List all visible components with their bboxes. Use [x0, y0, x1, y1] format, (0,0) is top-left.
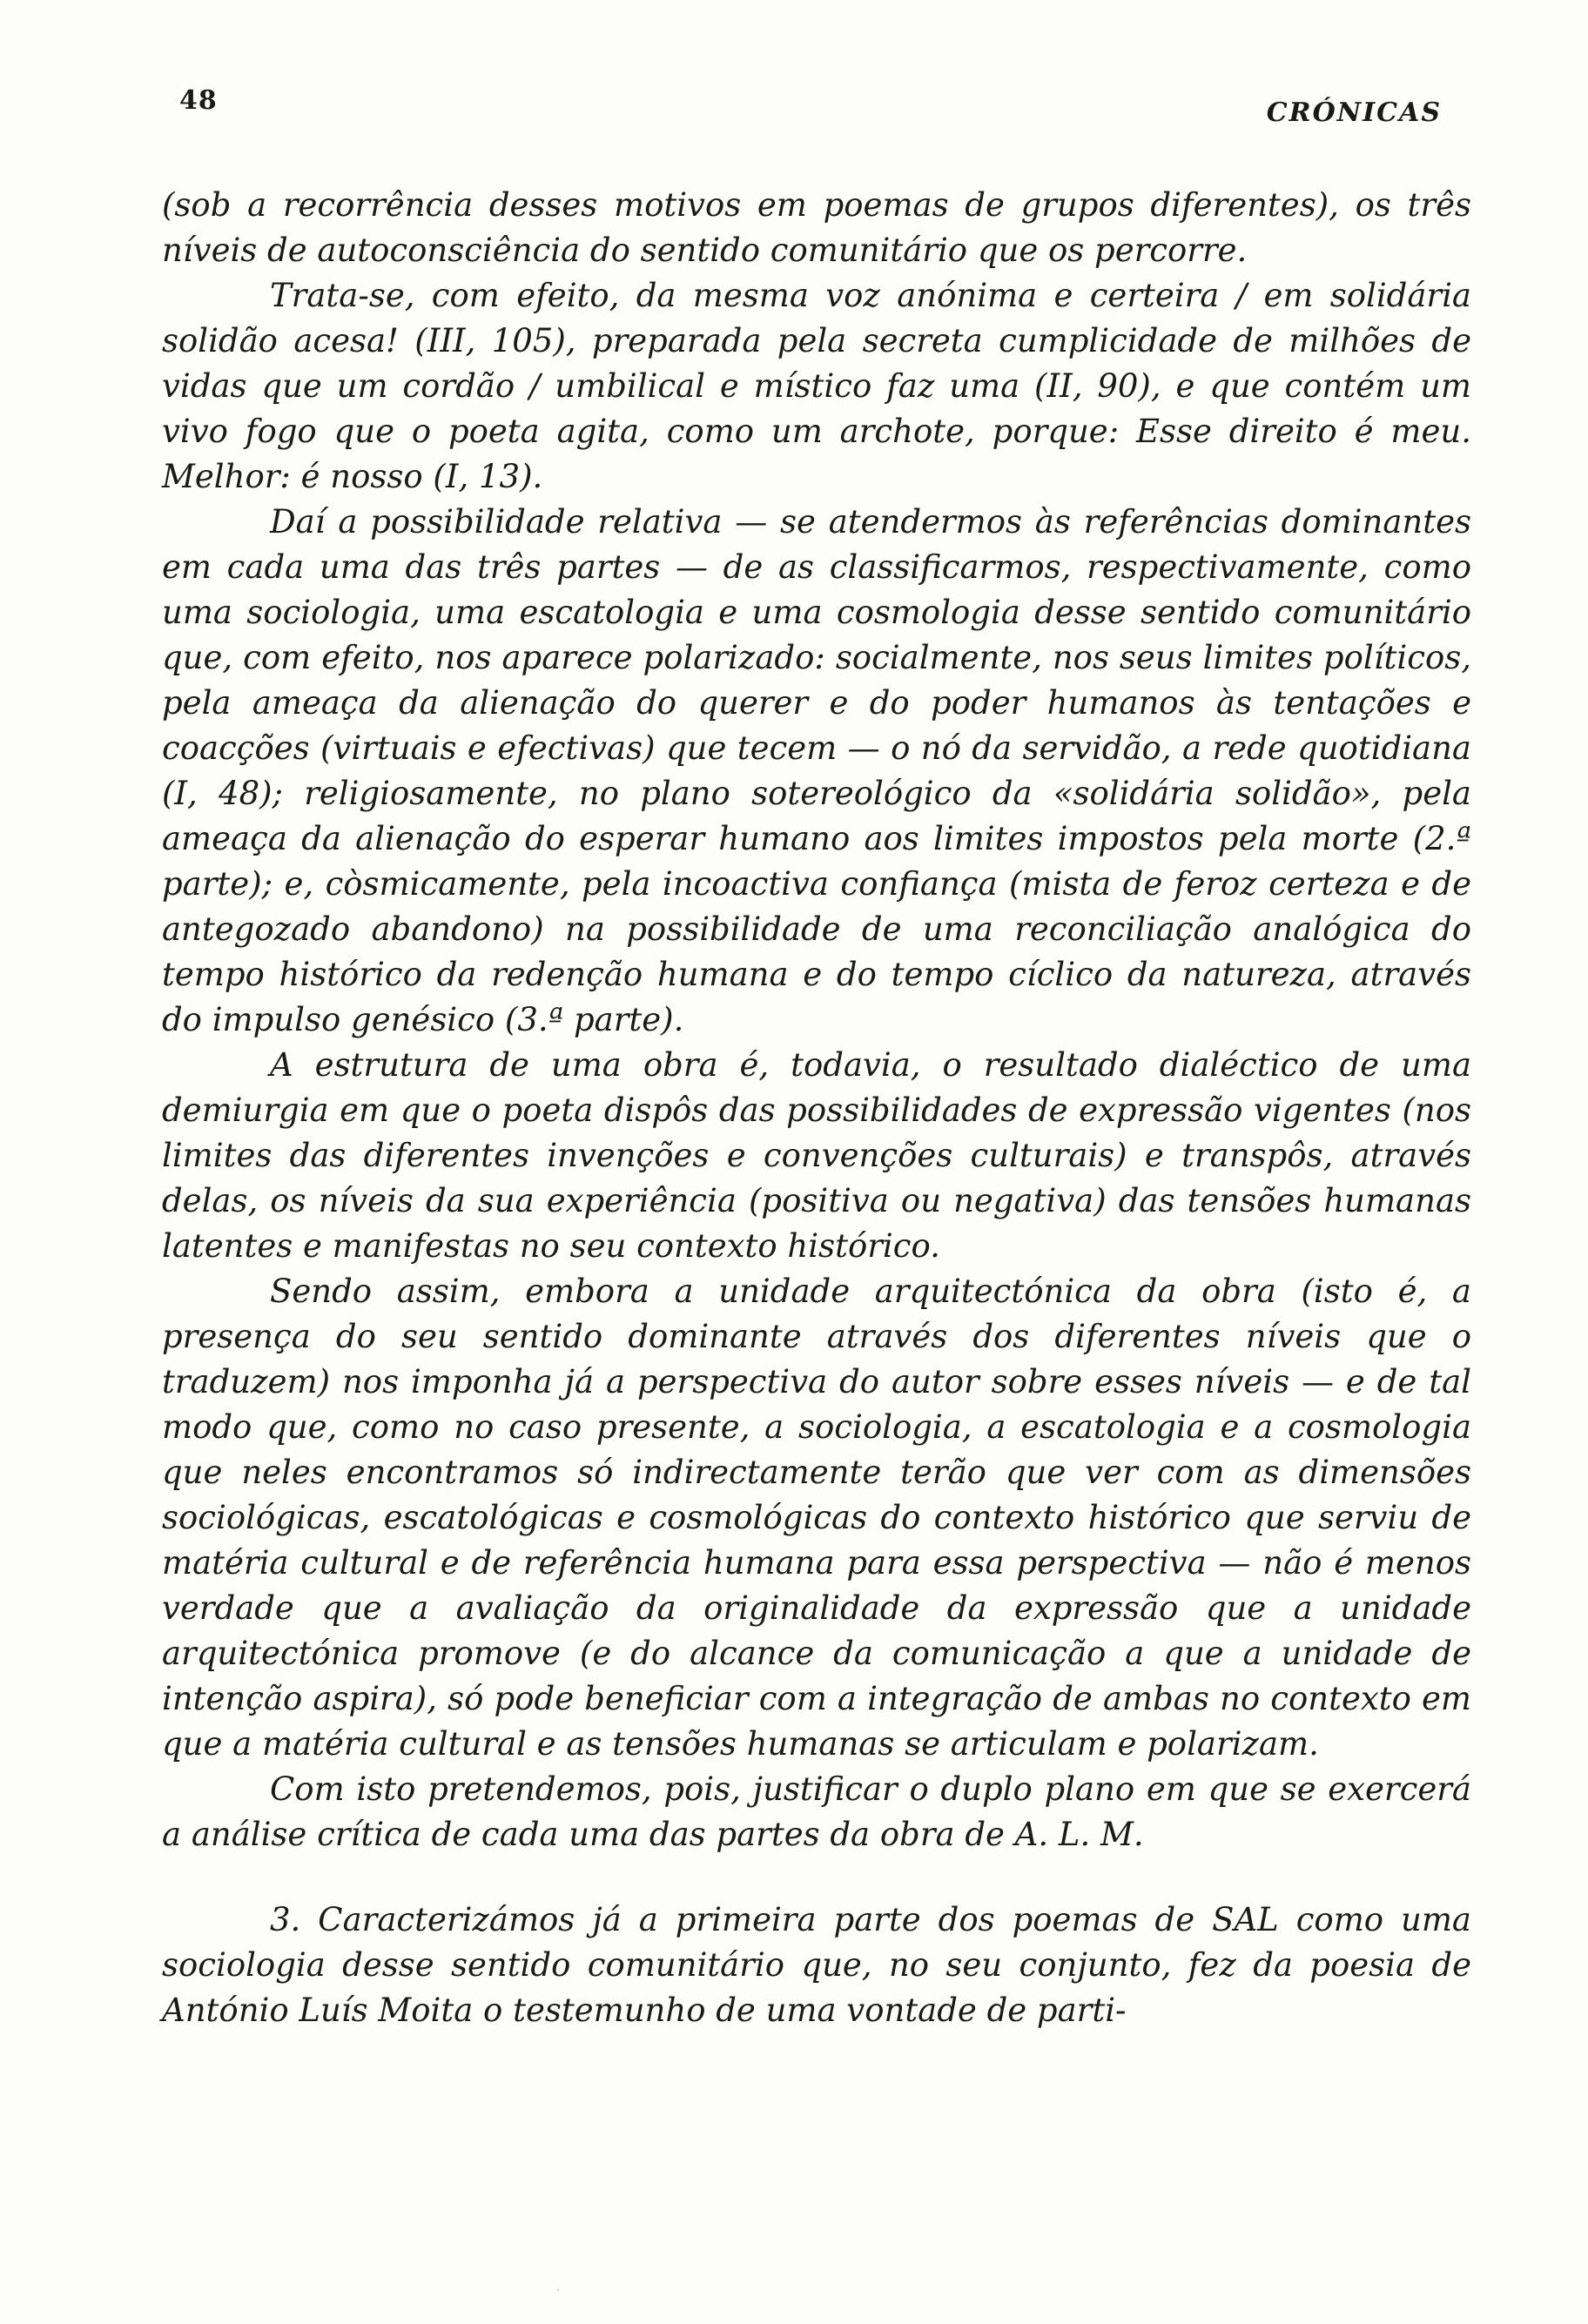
running-head: CRÓNICAS — [1266, 97, 1442, 128]
print-speck — [557, 2289, 559, 2291]
paragraph: Daí a possibilidade relativa — se atendermos às referências dominantes em cada uma das três partes — de as classificarmos, respectivamente, como uma sociologia, uma escatologia e uma cosmologia desse sentido comunitário que, com efeito, nos aparece polarizado: socialmente, nos seus limites políticos, pela ameaça da alienação do querer e do poder humanos às tentações e coacções (virtuais e efectivas) que tecem — o nó da servidão, a rede quotidiana (I, 48); religiosamente, no plano sotereológico da «solidária solidão», pela ameaça da alienação do esperar humano aos limites impostos pela morte (2.ª parte); e, còsmicamente, pela incoactiva confiança (mista de feroz certeza e de antegozado abandono) na possibilidade de uma reconciliação analógica do tempo histórico da redenção humana e do tempo cíclico da natureza, através do impulso genésico (3.ª parte). — [162, 503, 1471, 1038]
paragraph: Sendo assim, embora a unidade arquitectónica da obra (isto é, a presença do seu sentido dominante através dos diferentes níveis que o traduzem) nos imponha já a perspectiva do autor sobre esses níveis — e de tal modo que, como no caso presente, a sociologia, a escatologia e a cosmologia que neles encontramos só indirectamente terão que ver com as dimensões sociológicas, escatológicas e cosmológicas do contexto histórico que serviu de matéria cultural e de referência humana para essa perspectiva — não é menos verdade que a avaliação da originalidade da expressão que a unidade arquitectónica promove (e do alcance da comunicação a que a unidade de intenção aspira), só pode beneficiar com a integração de ambas no contexto em que a matéria cultural e as tensões humanas se articulam e polarizam. — [162, 1273, 1471, 1763]
page-header — [0, 0, 1588, 139]
page-number: 48 — [179, 85, 218, 116]
body-text — [162, 183, 1471, 2033]
paragraph-continuation: (sob a recorrência desses motivos em poemas de grupos diferentes), os três níveis de autoconsciência do sentido comunitário que os percorre. — [162, 186, 1471, 269]
paragraph: A estrutura de uma obra é, todavia, o resultado dialéctico de uma demiurgia em que o poeta dispôs das possibilidades de expressão vigentes (nos limites das diferentes invenções e convenções culturais) e transpôs, através delas, os níveis da sua experiência (positiva ou negativa) das tensões humanas latentes e manifestas no seu contexto histórico. — [162, 1046, 1471, 1265]
paragraph: Trata-se, com efeito, da mesma voz anónima e certeira / em solidária solidão acesa! (III, 105), preparada pela secreta cumplicidade de milhões de vidas que um cordão / umbilical e místico faz uma (II, 90), e que contém um vivo fogo que o poeta agita, como um archote, porque: Esse direito é meu. Melhor: é nosso (I, 13). — [162, 277, 1471, 495]
paragraph: Com isto pretendemos, pois, justificar o duplo plano em que se exercerá a análise crítica de cada uma das partes da obra de A. L. M. — [162, 1770, 1471, 1853]
section-paragraph: 3. Caracterizámos já a primeira parte dos poemas de SAL como uma sociologia desse sentido comunitário que, no seu conjunto, fez da poesia de António Luís Moita o testemunho de uma vontade de parti- — [162, 1901, 1471, 2029]
